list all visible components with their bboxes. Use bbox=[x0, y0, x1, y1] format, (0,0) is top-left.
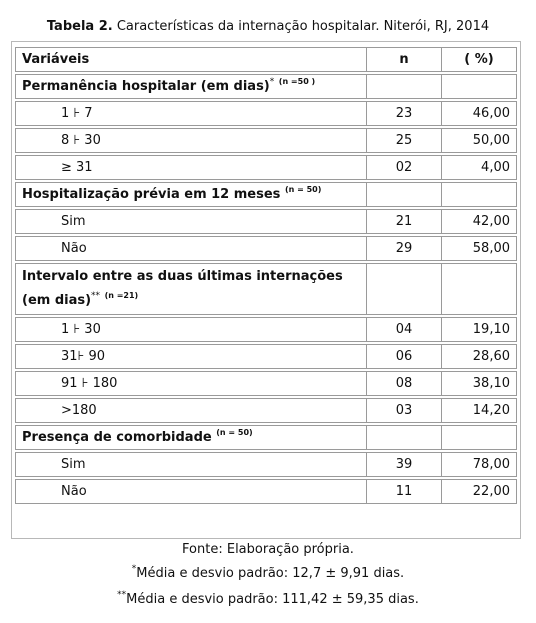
group-row-comorbidity bbox=[15, 425, 517, 450]
row-label: Sim bbox=[15, 209, 367, 234]
group-row-prior-hospitalization bbox=[15, 182, 517, 207]
row-n: 11 bbox=[367, 479, 442, 504]
footnote-marker: * bbox=[269, 77, 275, 87]
row-percent: 50,00 bbox=[442, 128, 517, 153]
row-label: >180 bbox=[15, 398, 367, 423]
row-label: 1 ⊦ 30 bbox=[15, 317, 367, 342]
row-percent: 58,00 bbox=[442, 236, 517, 261]
caption-label: Tabela 2. bbox=[46, 19, 113, 34]
table-caption bbox=[0, 18, 536, 36]
row-percent: 28,60 bbox=[442, 344, 517, 369]
source-note: Fonte: Elaboração própria. bbox=[182, 542, 354, 557]
row-label: 31⊦ 90 bbox=[15, 344, 367, 369]
sample-size: (n =50 ) bbox=[278, 77, 316, 86]
footnote-1: *Média e desvio padrão: 12,7 ± 9,91 dias. bbox=[131, 564, 405, 581]
row-percent: 19,10 bbox=[442, 317, 517, 342]
row-n: 39 bbox=[367, 452, 442, 477]
row-percent: 46,00 bbox=[442, 101, 517, 126]
header-variables: Variáveis bbox=[15, 47, 367, 72]
row-label: 8 ⊦ 30 bbox=[15, 128, 367, 153]
table-row bbox=[15, 479, 517, 504]
group-row-length-of-stay bbox=[15, 74, 517, 99]
row-n: 02 bbox=[367, 155, 442, 180]
table-row bbox=[15, 101, 517, 126]
footnote-2: **Média e desvio padrão: 111,42 ± 59,35 dias. bbox=[117, 590, 419, 607]
sample-size: (n = 50) bbox=[284, 185, 322, 194]
row-label: 91 ⊦ 180 bbox=[15, 371, 367, 396]
row-n: 29 bbox=[367, 236, 442, 261]
row-percent: 38,10 bbox=[442, 371, 517, 396]
row-n: 08 bbox=[367, 371, 442, 396]
row-n: 06 bbox=[367, 344, 442, 369]
header-n: n bbox=[367, 47, 442, 72]
row-n: 25 bbox=[367, 128, 442, 153]
row-label: Não bbox=[15, 479, 367, 504]
hospitalization-table bbox=[15, 45, 517, 506]
row-n: 21 bbox=[367, 209, 442, 234]
sample-size: (n =21) bbox=[104, 291, 139, 300]
row-label: Não bbox=[15, 236, 367, 261]
group-title: Hospitalização prévia em 12 meses $^{(n = 50)}$ bbox=[15, 182, 367, 207]
header-percent: ( %) bbox=[442, 47, 517, 72]
group-title: Presença de comorbidade $^{(n = 50)}$ bbox=[15, 425, 367, 450]
table-row bbox=[15, 398, 517, 423]
row-percent: 22,00 bbox=[442, 479, 517, 504]
row-n: 23 bbox=[367, 101, 442, 126]
row-label: 1 ⊦ 7 bbox=[15, 101, 367, 126]
group-row-interval bbox=[15, 263, 517, 315]
row-percent: 42,00 bbox=[442, 209, 517, 234]
row-percent: 14,20 bbox=[442, 398, 517, 423]
table-row bbox=[15, 344, 517, 369]
footnote-marker: ** bbox=[91, 291, 101, 301]
row-percent: 4,00 bbox=[442, 155, 517, 180]
table-row bbox=[15, 128, 517, 153]
group-title: Permanência hospitalar (em dias)* $^{(n =50 )}$ bbox=[15, 74, 367, 99]
group-title: Intervalo entre as duas últimas internações (em dias)** $^{(n =21)}$ bbox=[15, 263, 367, 315]
table-row bbox=[15, 371, 517, 396]
table-row bbox=[15, 209, 517, 234]
row-n: 03 bbox=[367, 398, 442, 423]
sample-size: (n = 50) bbox=[216, 428, 253, 437]
row-label: ≥ 31 bbox=[15, 155, 367, 180]
table-row bbox=[15, 317, 517, 342]
row-n: 04 bbox=[367, 317, 442, 342]
row-percent: 78,00 bbox=[442, 452, 517, 477]
table-header-row bbox=[15, 47, 517, 72]
table-row bbox=[15, 236, 517, 261]
row-label: Sim bbox=[15, 452, 367, 477]
caption-text: Características da internação hospitalar. Niterói, RJ, 2014 bbox=[112, 19, 490, 34]
table-row bbox=[15, 452, 517, 477]
table-row bbox=[15, 155, 517, 180]
